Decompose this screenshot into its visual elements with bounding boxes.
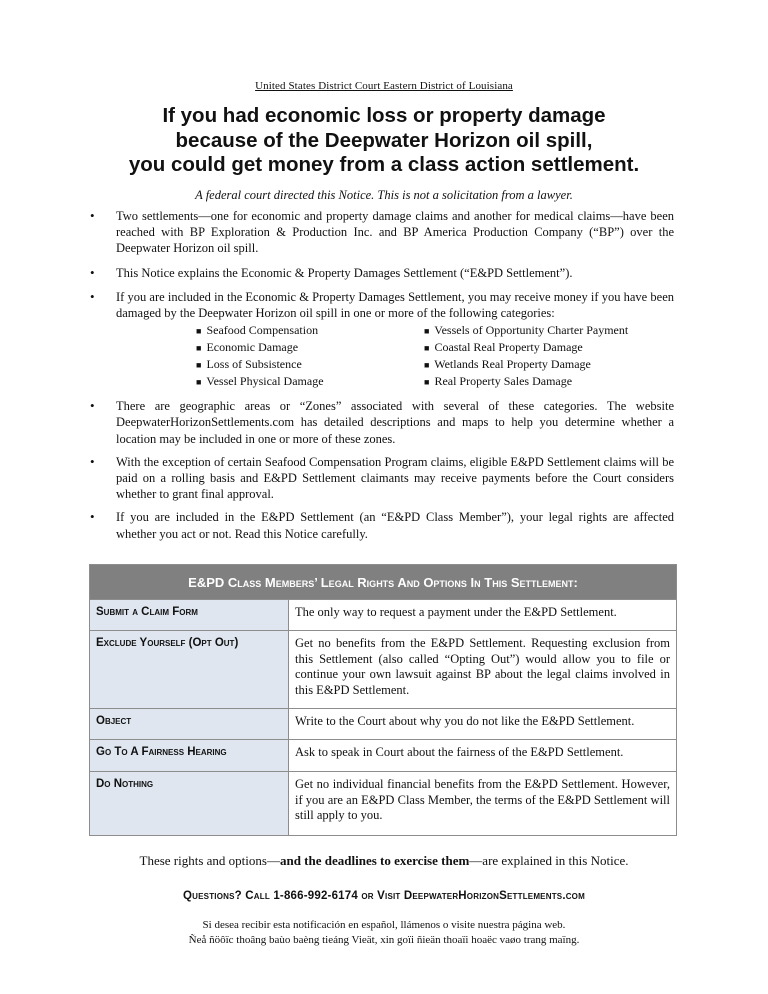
table-row xyxy=(90,772,677,836)
table-heading: E&PD Class Members’ Legal Rights And Options In This Settlement: xyxy=(90,565,677,600)
option-cell: Object xyxy=(90,709,289,740)
category-column-right xyxy=(424,322,652,390)
square-bullet-icon: ■ xyxy=(424,343,430,354)
bullet-item: • With the exception of certain Seafood Compensation Program claims, eligible E&PD Settlement claims will be paid on a rolling basis and E&PD Settlement claimants may receive payments before the Court considers whether to grant final approval. xyxy=(90,454,674,503)
category-item: ■ Vessel Physical Damage xyxy=(196,374,324,389)
square-bullet-icon: ■ xyxy=(424,326,430,337)
description-cell: Write to the Court about why you do not like the E&PD Settlement. xyxy=(289,709,677,740)
rights-table xyxy=(89,564,677,836)
description-cell: Get no benefits from the E&PD Settlement. Requesting exclusion from this Settlement (also called “Opting Out”) would allow you to file or continue your own lawsuit against BP about the legal claims involved in this E&PD Settlement. xyxy=(289,631,677,709)
title-line: because of the Deepwater Horizon oil spill, xyxy=(175,128,593,152)
option-cell: Do Nothing xyxy=(90,772,289,836)
option-cell: Go To A Fairness Hearing xyxy=(90,740,289,772)
deadlines-note: These rights and options—and the deadlines to exercise them—are explained in this Notice. xyxy=(139,853,629,868)
bullet-item: • If you are included in the E&PD Settlement (an “E&PD Class Member”), your legal rights are affected whether you act or not. Read this Notice carefully. xyxy=(90,509,674,541)
category-item: ■ Coastal Real Property Damage xyxy=(424,340,583,355)
bullet-item: • Two settlements—one for economic and property damage claims and another for medical claims—have been reached with BP Exploration & Production Inc. and BP America Production Company (“BP”) over the Deepwater Horizon oil spill. xyxy=(90,208,674,257)
table-header-row xyxy=(90,565,677,600)
title-line: you could get money from a class action settlement. xyxy=(128,153,640,176)
deadlines-emphasis: and the deadlines to exercise them xyxy=(279,853,470,868)
category-item: ■ Seafood Compensation xyxy=(196,323,319,338)
vietnamese-notice: Ñeå ñöôïc thoâng baùo baèng tieáng Vieät, xin goïi ñieän thoaïi hoaëc vaøo trang maïng. xyxy=(188,934,580,946)
spanish-notice: Si desea recibir esta notificación en español, llámenos o visite nuestra página web. xyxy=(202,919,566,931)
table-row xyxy=(90,709,677,740)
option-cell: Submit a Claim Form xyxy=(90,600,289,631)
title-line: If you had economic loss or property damage xyxy=(162,104,606,127)
category-column-left xyxy=(196,322,424,390)
category-item: ■ Vessels of Opportunity Charter Payment xyxy=(424,323,629,338)
contact-line: Questions? Call 1-866-992-6174 or Visit DeepwaterHorizonSettlements.com xyxy=(183,890,585,902)
subtitle: A federal court directed this Notice. This is not a solicitation from a lawyer. xyxy=(195,188,573,202)
square-bullet-icon: ■ xyxy=(424,377,430,388)
square-bullet-icon: ■ xyxy=(196,377,202,388)
category-list xyxy=(116,322,674,390)
square-bullet-icon: ■ xyxy=(196,360,202,371)
table-row xyxy=(90,740,677,772)
description-cell: The only way to request a payment under the E&PD Settlement. xyxy=(289,600,677,631)
description-cell: Ask to speak in Court about the fairness of the E&PD Settlement. xyxy=(289,740,677,772)
option-cell: Exclude Yourself (Opt Out) xyxy=(90,631,289,709)
category-item: ■ Loss of Subsistence xyxy=(196,357,302,372)
bullet-text: If you are included in the Economic & Property Damages Settlement, you may receive money if you have been damaged by the Deepwater Horizon oil spill in one or more of the following categories: xyxy=(116,289,674,321)
court-name: United States District Court Eastern District of Louisiana xyxy=(255,80,513,92)
square-bullet-icon: ■ xyxy=(424,360,430,371)
language-notice xyxy=(0,918,768,948)
category-item: ■ Wetlands Real Property Damage xyxy=(424,357,591,372)
bullet-list xyxy=(90,208,674,542)
bullet-item xyxy=(90,289,674,390)
bullet-item: • This Notice explains the Economic & Property Damages Settlement (“E&PD Settlement”). xyxy=(90,265,674,281)
category-item: ■ Economic Damage xyxy=(196,340,299,355)
square-bullet-icon: ■ xyxy=(196,343,202,354)
page-title xyxy=(0,104,768,178)
table-row xyxy=(90,631,677,709)
square-bullet-icon: ■ xyxy=(196,326,202,337)
category-item: ■ Real Property Sales Damage xyxy=(424,374,573,389)
table-row xyxy=(90,600,677,631)
description-cell: Get no individual financial benefits from the E&PD Settlement. However, if you are an E&PD Class Member, the terms of the E&PD Settlement will still apply to you. xyxy=(289,772,677,836)
bullet-item: • There are geographic areas or “Zones” associated with several of these categories. The website DeepwaterHorizonSettlements.com has detailed descriptions and maps to help you determine whether a location may be included in one or more of these zones. xyxy=(90,398,674,447)
